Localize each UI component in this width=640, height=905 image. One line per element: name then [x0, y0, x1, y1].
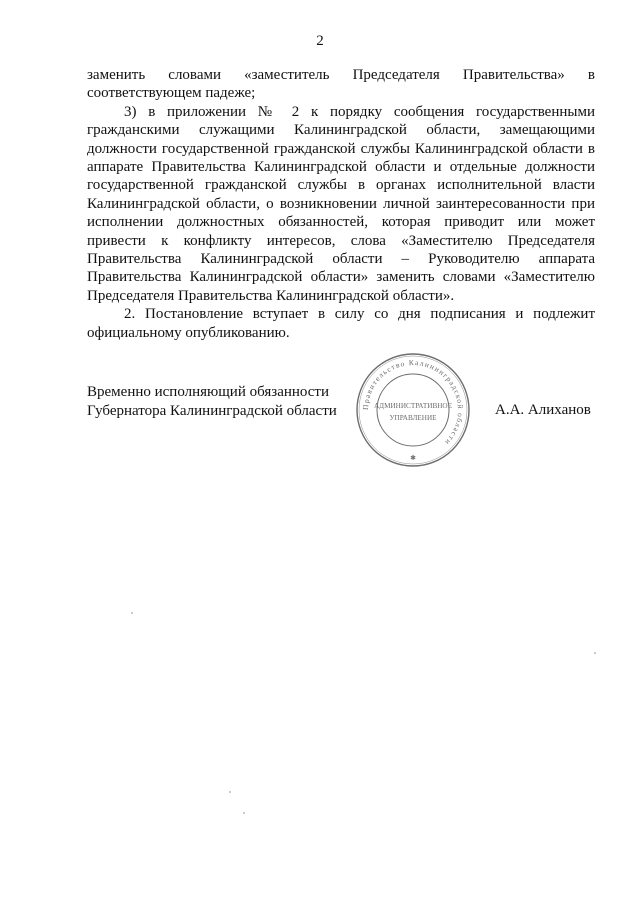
scan-speck	[131, 612, 133, 614]
signatory-title	[87, 383, 337, 420]
page-number: 2	[316, 33, 324, 49]
official-seal	[355, 352, 471, 468]
scan-speck	[594, 652, 596, 654]
paragraph-item-3: 3) в приложении № 2 к порядку сообщения государственными гражданскими служащими Калининградской области, замещающими должности государственной гражданской службы Калининградской области в аппарате Правительства Калининградской области и отдельные должности государственной гражданской службы в органах исполнительной власти Калининградской области, о возникновении личной заинтересованности при исполнении должностных обязанностей, которая приводит или может привести к конфликту интересов, слова «Заместителю Председателя Правительства Калининградской области – Руководителю аппарата Правительства Калининградской области» заменить словами «Заместителю Председателя Правительства Калининградской области».	[87, 103, 595, 304]
scan-speck	[229, 791, 231, 793]
scan-speck	[243, 812, 245, 814]
seal-star-icon: ✱	[410, 454, 416, 462]
document-body	[87, 66, 595, 342]
paragraph-item-2-effective: 2. Постановление вступает в силу со дня подписания и подлежит официальному опубликованию.	[87, 306, 595, 341]
signatory-title-line2: Губернатора Калининградской области	[87, 402, 337, 419]
signatory-name: А.А. Алиханов	[495, 402, 591, 418]
seal-center-line1: АДМИНИСТРАТИВНОЕ	[373, 402, 453, 410]
signatory-title-line1: Временно исполняющий обязанности	[87, 384, 330, 400]
seal-center-line2: УПРАВЛЕНИЕ	[389, 414, 437, 422]
seal-outer-text: Правительство Калининградской области	[360, 357, 466, 448]
paragraph-continuation: заменить словами «заместитель Председателя Правительства» в соответствующем падеже;	[87, 67, 595, 102]
